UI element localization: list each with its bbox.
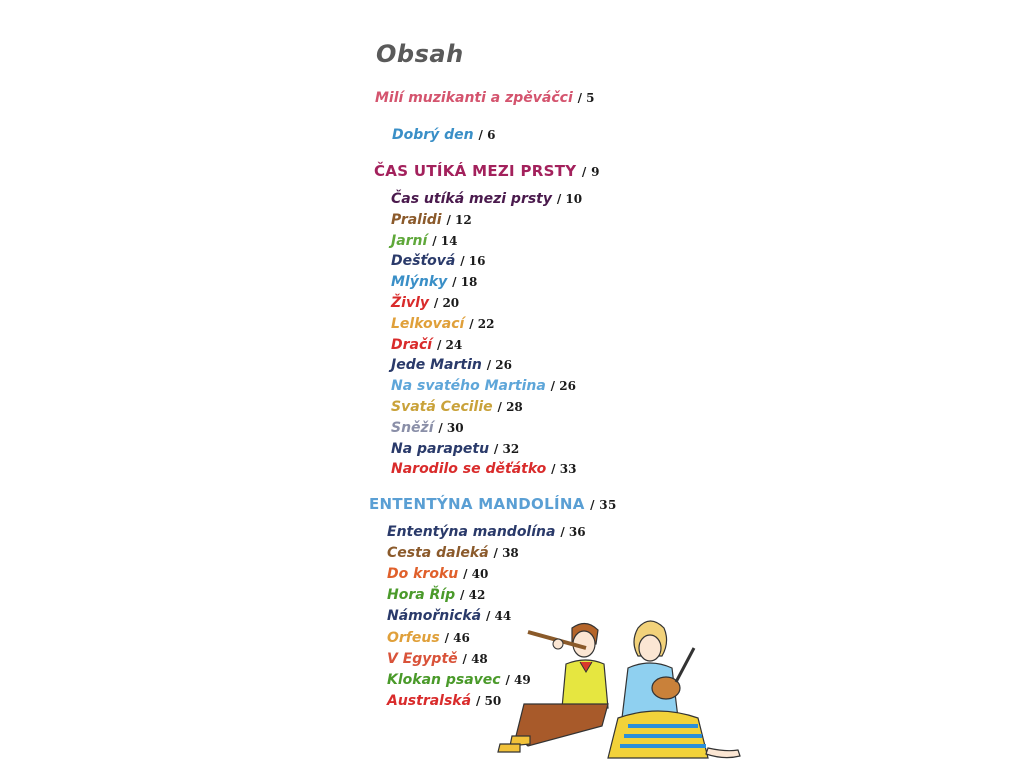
section-heading-ententyna xyxy=(369,495,617,513)
toc-entry xyxy=(391,191,582,207)
entry-page: / 5 xyxy=(577,91,595,105)
toc-entry-intro xyxy=(375,90,595,106)
entry-title: Čas utíká mezi prsty xyxy=(391,191,552,207)
toc-entry-dobry-den xyxy=(392,127,495,143)
entry-page: / 16 xyxy=(460,254,486,269)
entry-title: Ententýna mandolína xyxy=(387,524,556,540)
toc-entry xyxy=(391,461,576,477)
toc-entry xyxy=(391,274,477,290)
entry-page: / 46 xyxy=(444,630,470,645)
entry-title: Jede Martin xyxy=(391,357,482,374)
entry-title: Klokan psavec xyxy=(387,671,501,688)
entry-page: / 48 xyxy=(462,651,488,666)
toc-entry xyxy=(391,420,464,436)
entry-page: / 28 xyxy=(497,400,523,414)
entry-title: Svatá Cecilie xyxy=(391,399,493,415)
entry-page: / 26 xyxy=(486,358,512,373)
toc-entry xyxy=(387,587,485,603)
toc-entry xyxy=(387,566,488,582)
entry-title: Živly xyxy=(391,295,430,311)
entry-title: Námořnická xyxy=(387,608,482,625)
entry-title: Hora Říp xyxy=(387,587,456,604)
toc-entry xyxy=(391,212,472,228)
entry-title: Narodilo se děťátko xyxy=(391,461,547,478)
entry-title: Jarní xyxy=(391,232,428,249)
toc-entry xyxy=(391,253,485,269)
entry-page: / 20 xyxy=(433,296,460,310)
entry-page: / 10 xyxy=(556,192,583,206)
section-heading-cas-utika xyxy=(374,162,600,180)
entry-title: Milí muzikanti a zpěváčci xyxy=(375,90,573,106)
entry-page: / 26 xyxy=(550,379,576,394)
entry-title: V Egyptě xyxy=(387,650,458,667)
toc-entry xyxy=(391,295,459,311)
entry-page: / 32 xyxy=(493,441,520,456)
entry-page: / 33 xyxy=(551,462,577,477)
entry-title: Na parapetu xyxy=(391,440,490,457)
entry-page: / 6 xyxy=(478,128,496,142)
entry-page: / 18 xyxy=(452,275,478,290)
entry-title: Australská xyxy=(387,692,472,709)
section-page: / 35 xyxy=(590,498,617,512)
entry-title: Orfeus xyxy=(387,629,440,646)
toc-entry xyxy=(391,316,494,332)
entry-title: Dešťová xyxy=(391,253,456,270)
entry-page: / 24 xyxy=(436,337,463,352)
entry-page: / 40 xyxy=(463,567,489,582)
section-title: ENTENTÝNA MANDOLÍNA xyxy=(369,495,585,513)
entry-page: / 44 xyxy=(485,609,512,624)
entry-title: Lelkovací xyxy=(391,315,465,332)
entry-page: / 49 xyxy=(505,672,531,687)
toc-entry xyxy=(391,399,523,415)
toc-entry xyxy=(387,524,586,540)
entry-title: Cesta daleká xyxy=(387,545,489,562)
entry-title: Pralidi xyxy=(391,211,442,228)
entry-page: / 30 xyxy=(438,420,464,435)
toc-entry xyxy=(391,233,457,249)
boy-figure xyxy=(498,623,608,752)
entry-page: / 50 xyxy=(475,693,502,708)
entry-title: Dobrý den xyxy=(392,127,474,143)
toc-entry xyxy=(387,545,519,561)
page-title: Obsah xyxy=(376,40,464,68)
entry-title: Dračí xyxy=(391,336,433,353)
entry-page: / 38 xyxy=(493,546,519,561)
toc-entry xyxy=(391,357,512,373)
entry-title: Mlýnky xyxy=(391,274,448,291)
entry-title: Do kroku xyxy=(387,566,459,583)
section-page: / 9 xyxy=(581,165,600,179)
entry-page: / 22 xyxy=(469,316,495,331)
toc-entry xyxy=(391,378,576,394)
toc-entry xyxy=(387,630,470,646)
entry-title: Na svatého Martina xyxy=(391,378,546,395)
toc-entry xyxy=(391,337,462,353)
entry-title: Sněží xyxy=(391,419,434,436)
entry-page: / 42 xyxy=(460,588,486,603)
toc-entry xyxy=(391,441,519,457)
toc-entry xyxy=(387,693,501,709)
girl-figure xyxy=(608,621,740,758)
musicians-illustration xyxy=(485,608,768,764)
entry-page: / 12 xyxy=(446,212,472,227)
entry-page: / 36 xyxy=(560,525,586,539)
entry-page: / 14 xyxy=(432,233,458,248)
toc-entry xyxy=(387,651,488,667)
section-title: ČAS UTÍKÁ MEZI PRSTY xyxy=(374,162,577,180)
